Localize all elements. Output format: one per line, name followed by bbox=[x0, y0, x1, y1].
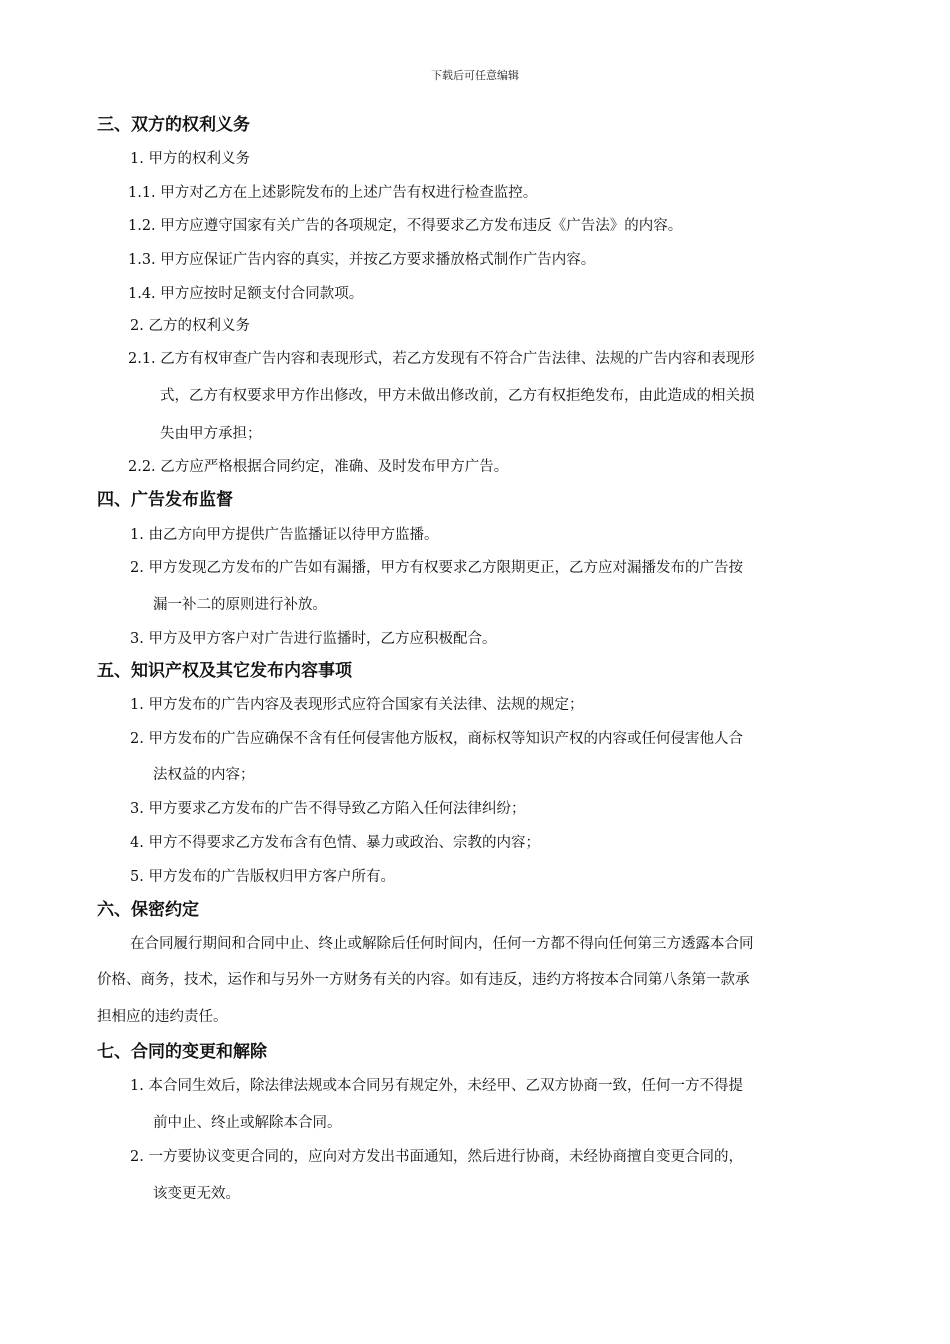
section-7-item-1-line-2: 前中止、终止或解除本合同。 bbox=[153, 1115, 342, 1131]
section-5-item-3: 3. 甲方要求乙方发布的广告不得导致乙方陷入任何法律纠纷； bbox=[130, 801, 526, 817]
section-3-item-2: 2. 乙方的权利义务 bbox=[130, 318, 250, 334]
section-7-item-2-line-2: 该变更无效。 bbox=[153, 1186, 240, 1202]
section-3-item-1: 1. 甲方的权利义务 bbox=[130, 151, 250, 167]
section-5-item-2-line-2: 法权益的内容； bbox=[153, 767, 255, 783]
section-4-item-2-line-1: 2. 甲方发现乙方发布的广告如有漏播，甲方有权要求乙方限期更正，乙方应对漏播发布的广告按 bbox=[130, 560, 743, 576]
section-3-item-2-2: 2.2. 乙方应严格根据合同约定，准确、及时发布甲方广告。 bbox=[128, 459, 509, 475]
section-4-item-1: 1. 由乙方向甲方提供广告监播证以待甲方监播。 bbox=[130, 527, 439, 543]
section-3-title: 三、双方的权利义务 bbox=[97, 115, 250, 135]
section-7-item-2-line-1: 2. 一方要协议变更合同的，应向对方发出书面通知，然后进行协商，未经协商擅自变更合同的， bbox=[130, 1149, 743, 1165]
section-3-item-1-3: 1.3. 甲方应保证广告内容的真实，并按乙方要求播放格式制作广告内容。 bbox=[128, 252, 596, 268]
section-4-item-3: 3. 甲方及甲方客户对广告进行监播时，乙方应积极配合。 bbox=[130, 631, 497, 647]
section-5-title: 五、知识产权及其它发布内容事项 bbox=[97, 661, 352, 681]
section-6-paragraph-line-1: 在合同履行期间和合同中止、终止或解除后任何时间内，任何一方都不得向任何第三方透露本合同 bbox=[130, 936, 754, 952]
section-3-item-2-1-line-1: 2.1. 乙方有权审查广告内容和表现形式，若乙方发现有不符合广告法律、法规的广告内容和表现形 bbox=[128, 351, 755, 367]
section-4-item-2-line-2: 漏一补二的原则进行补放。 bbox=[153, 597, 327, 613]
section-6-paragraph-line-3: 担相应的违约责任。 bbox=[97, 1009, 228, 1025]
section-3-item-2-1-line-2: 式，乙方有权要求甲方作出修改，甲方未做出修改前，乙方有权拒绝发布，由此造成的相关损 bbox=[160, 388, 755, 404]
section-5-item-4: 4. 甲方不得要求乙方发布含有色情、暴力或政治、宗教的内容； bbox=[130, 835, 540, 851]
page-header: 下载后可任意编辑 bbox=[431, 69, 519, 82]
section-5-item-1: 1. 甲方发布的广告内容及表现形式应符合国家有关法律、法规的规定； bbox=[130, 697, 584, 713]
section-4-title: 四、广告发布监督 bbox=[97, 490, 233, 510]
section-3-item-1-4: 1.4. 甲方应按时足额支付合同款项。 bbox=[128, 286, 364, 302]
section-3-item-1-1: 1.1. 甲方对乙方在上述影院发布的上述广告有权进行检查监控。 bbox=[128, 185, 538, 201]
section-3-item-1-2: 1.2. 甲方应遵守国家有关广告的各项规定，不得要求乙方发布违反《广告法》的内容。 bbox=[128, 218, 683, 234]
section-3-item-2-1-line-3: 失由甲方承担； bbox=[160, 426, 262, 442]
section-7-title: 七、合同的变更和解除 bbox=[97, 1042, 267, 1062]
section-6-title: 六、保密约定 bbox=[97, 900, 199, 920]
section-5-item-2-line-1: 2. 甲方发布的广告应确保不含有任何侵害他方版权，商标权等知识产权的内容或任何侵害他人合 bbox=[130, 731, 743, 747]
section-7-item-1-line-1: 1. 本合同生效后，除法律法规或本合同另有规定外，未经甲、乙双方协商一致，任何一方不得提 bbox=[130, 1078, 743, 1094]
section-6-paragraph-line-2: 价格、商务，技术，运作和与另外一方财务有关的内容。如有违反，违约方将按本合同第八条第一款承 bbox=[97, 972, 750, 988]
section-5-item-5: 5. 甲方发布的广告版权归甲方客户所有。 bbox=[130, 869, 395, 885]
